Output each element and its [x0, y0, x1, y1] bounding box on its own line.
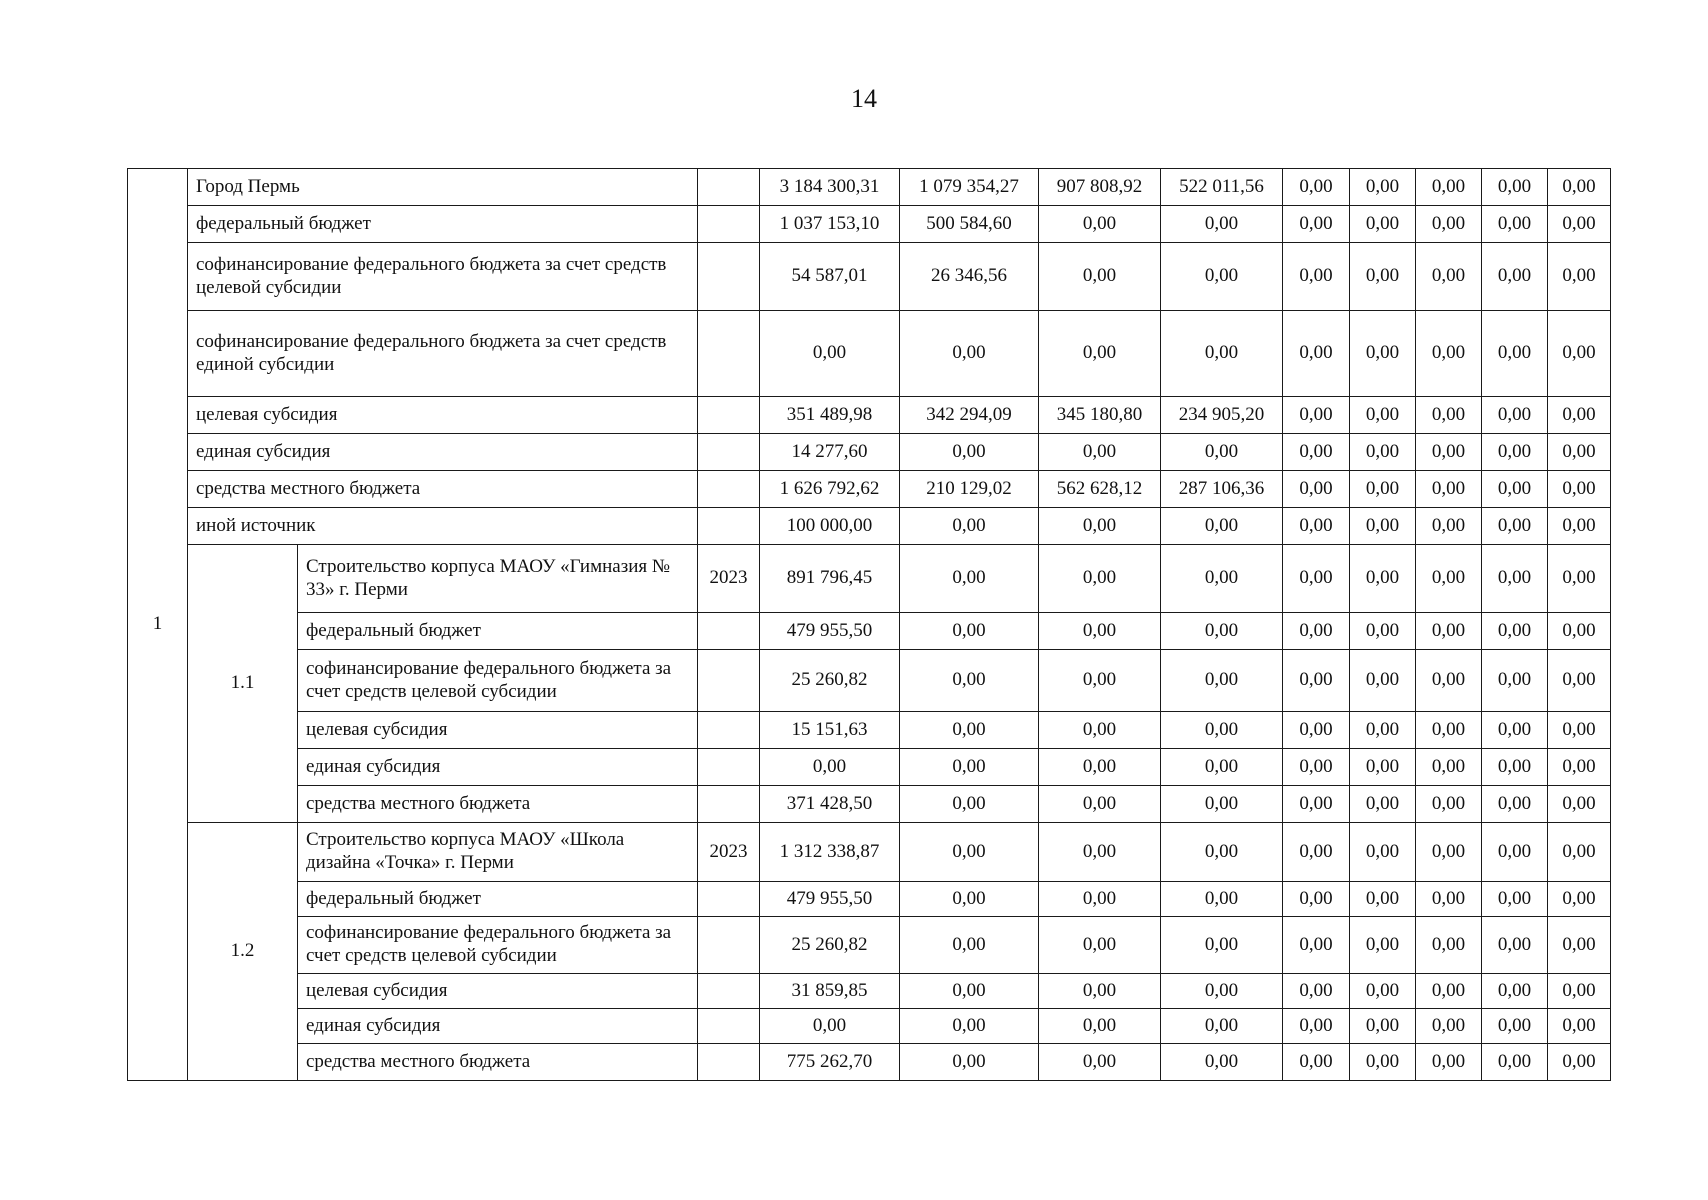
amount-cell: 0,00 — [1350, 206, 1416, 243]
amount-cell: 775 262,70 — [760, 1044, 900, 1081]
row-label: целевая субсидия — [298, 974, 698, 1009]
amount-cell: 14 277,60 — [760, 434, 900, 471]
amount-cell: 345 180,80 — [1039, 397, 1161, 434]
amount-cell: 0,00 — [1548, 169, 1611, 206]
amount-cell: 0,00 — [1283, 397, 1350, 434]
amount-cell: 0,00 — [1161, 917, 1283, 974]
amount-cell: 0,00 — [1548, 786, 1611, 823]
amount-cell: 0,00 — [1161, 1044, 1283, 1081]
amount-cell: 522 011,56 — [1161, 169, 1283, 206]
amount-cell: 500 584,60 — [900, 206, 1039, 243]
amount-cell: 0,00 — [900, 974, 1039, 1009]
amount-cell: 0,00 — [1482, 206, 1548, 243]
table-row — [128, 823, 1611, 882]
amount-cell: 0,00 — [1482, 545, 1548, 613]
row-label: софинансирование федерального бюджета за счет средств единой субсидии — [188, 311, 698, 397]
amount-cell: 0,00 — [1283, 917, 1350, 974]
amount-cell: 0,00 — [1416, 206, 1482, 243]
budget-table — [127, 168, 1611, 1081]
amount-cell: 0,00 — [1416, 169, 1482, 206]
year-cell — [698, 508, 760, 545]
row-label: софинансирование федерального бюджета за счет средств целевой субсидии — [188, 243, 698, 311]
amount-cell: 0,00 — [1039, 749, 1161, 786]
year-cell — [698, 311, 760, 397]
amount-cell: 0,00 — [900, 613, 1039, 650]
amount-cell: 0,00 — [1416, 434, 1482, 471]
table-row — [128, 613, 1611, 650]
section-index: 1 — [128, 169, 188, 1081]
table-row — [128, 434, 1611, 471]
amount-cell: 0,00 — [1283, 650, 1350, 712]
amount-cell: 0,00 — [1350, 169, 1416, 206]
table-row — [128, 397, 1611, 434]
amount-cell: 0,00 — [900, 917, 1039, 974]
row-label: средства местного бюджета — [188, 471, 698, 508]
year-cell — [698, 650, 760, 712]
table-row — [128, 712, 1611, 749]
amount-cell: 0,00 — [1548, 311, 1611, 397]
amount-cell: 0,00 — [900, 650, 1039, 712]
row-label: софинансирование федерального бюджета за счет средств целевой субсидии — [298, 650, 698, 712]
amount-cell: 0,00 — [1283, 434, 1350, 471]
amount-cell: 0,00 — [1416, 471, 1482, 508]
amount-cell: 0,00 — [1283, 545, 1350, 613]
amount-cell: 0,00 — [1350, 974, 1416, 1009]
amount-cell: 0,00 — [1039, 508, 1161, 545]
amount-cell: 0,00 — [1161, 243, 1283, 311]
table-row — [128, 1044, 1611, 1081]
amount-cell: 0,00 — [1548, 397, 1611, 434]
amount-cell: 0,00 — [900, 1009, 1039, 1044]
amount-cell: 0,00 — [1416, 1044, 1482, 1081]
amount-cell: 0,00 — [900, 434, 1039, 471]
amount-cell: 0,00 — [1350, 508, 1416, 545]
amount-cell: 0,00 — [1482, 823, 1548, 882]
amount-cell: 0,00 — [1548, 974, 1611, 1009]
amount-cell: 1 312 338,87 — [760, 823, 900, 882]
amount-cell: 0,00 — [1482, 243, 1548, 311]
amount-cell: 0,00 — [1482, 786, 1548, 823]
amount-cell: 0,00 — [760, 749, 900, 786]
amount-cell: 0,00 — [1161, 786, 1283, 823]
amount-cell: 0,00 — [1039, 243, 1161, 311]
amount-cell: 0,00 — [1482, 311, 1548, 397]
amount-cell: 0,00 — [1283, 974, 1350, 1009]
row-label: Город Пермь — [188, 169, 698, 206]
amount-cell: 0,00 — [1039, 545, 1161, 613]
amount-cell: 0,00 — [1039, 974, 1161, 1009]
row-label: целевая субсидия — [188, 397, 698, 434]
amount-cell: 1 079 354,27 — [900, 169, 1039, 206]
amount-cell: 0,00 — [1283, 1009, 1350, 1044]
amount-cell: 0,00 — [1350, 1044, 1416, 1081]
amount-cell: 0,00 — [1416, 974, 1482, 1009]
amount-cell: 0,00 — [1350, 434, 1416, 471]
amount-cell: 0,00 — [1416, 749, 1482, 786]
amount-cell: 0,00 — [1039, 786, 1161, 823]
table-row — [128, 749, 1611, 786]
amount-cell: 26 346,56 — [900, 243, 1039, 311]
amount-cell: 371 428,50 — [760, 786, 900, 823]
amount-cell: 0,00 — [1161, 613, 1283, 650]
amount-cell: 0,00 — [900, 1044, 1039, 1081]
amount-cell: 0,00 — [1161, 434, 1283, 471]
amount-cell: 0,00 — [1416, 243, 1482, 311]
amount-cell: 0,00 — [1039, 882, 1161, 917]
amount-cell: 0,00 — [1548, 650, 1611, 712]
year-cell — [698, 749, 760, 786]
amount-cell: 0,00 — [1416, 823, 1482, 882]
amount-cell: 0,00 — [1350, 471, 1416, 508]
amount-cell: 0,00 — [1161, 749, 1283, 786]
amount-cell: 0,00 — [1161, 1009, 1283, 1044]
amount-cell: 100 000,00 — [760, 508, 900, 545]
amount-cell: 0,00 — [1416, 311, 1482, 397]
amount-cell: 0,00 — [1283, 749, 1350, 786]
table-row — [128, 917, 1611, 974]
row-label: единая субсидия — [298, 1009, 698, 1044]
year-cell — [698, 243, 760, 311]
amount-cell: 0,00 — [1548, 545, 1611, 613]
amount-cell: 0,00 — [1161, 882, 1283, 917]
amount-cell: 0,00 — [1482, 882, 1548, 917]
budget-table-body — [128, 169, 1611, 1081]
table-row — [128, 206, 1611, 243]
amount-cell: 0,00 — [1161, 650, 1283, 712]
amount-cell: 0,00 — [1039, 613, 1161, 650]
row-label: целевая субсидия — [298, 712, 698, 749]
amount-cell: 0,00 — [1482, 1009, 1548, 1044]
amount-cell: 0,00 — [1283, 786, 1350, 823]
amount-cell: 0,00 — [1350, 397, 1416, 434]
amount-cell: 0,00 — [1482, 650, 1548, 712]
amount-cell: 210 129,02 — [900, 471, 1039, 508]
amount-cell: 0,00 — [1416, 397, 1482, 434]
amount-cell: 0,00 — [1039, 1009, 1161, 1044]
amount-cell: 3 184 300,31 — [760, 169, 900, 206]
amount-cell: 0,00 — [1416, 613, 1482, 650]
amount-cell: 0,00 — [1350, 613, 1416, 650]
year-cell — [698, 471, 760, 508]
table-row — [128, 650, 1611, 712]
amount-cell: 0,00 — [1039, 823, 1161, 882]
amount-cell: 0,00 — [1416, 545, 1482, 613]
amount-cell: 0,00 — [1548, 712, 1611, 749]
year-cell — [698, 786, 760, 823]
amount-cell: 0,00 — [1482, 613, 1548, 650]
amount-cell: 0,00 — [1283, 882, 1350, 917]
table-row — [128, 974, 1611, 1009]
amount-cell: 0,00 — [1548, 508, 1611, 545]
amount-cell: 0,00 — [1416, 650, 1482, 712]
amount-cell: 0,00 — [900, 786, 1039, 823]
amount-cell: 0,00 — [1548, 613, 1611, 650]
amount-cell: 0,00 — [1350, 712, 1416, 749]
amount-cell: 0,00 — [1039, 206, 1161, 243]
row-label: федеральный бюджет — [298, 613, 698, 650]
amount-cell: 0,00 — [1161, 712, 1283, 749]
amount-cell: 0,00 — [1416, 508, 1482, 545]
amount-cell: 0,00 — [1350, 786, 1416, 823]
row-label: федеральный бюджет — [298, 882, 698, 917]
amount-cell: 31 859,85 — [760, 974, 900, 1009]
amount-cell: 0,00 — [760, 311, 900, 397]
amount-cell: 287 106,36 — [1161, 471, 1283, 508]
amount-cell: 0,00 — [900, 823, 1039, 882]
table-row — [128, 471, 1611, 508]
amount-cell: 0,00 — [900, 508, 1039, 545]
amount-cell: 0,00 — [1039, 712, 1161, 749]
amount-cell: 0,00 — [1548, 749, 1611, 786]
year-cell: 2023 — [698, 823, 760, 882]
amount-cell: 0,00 — [1350, 882, 1416, 917]
amount-cell: 0,00 — [1161, 311, 1283, 397]
amount-cell: 0,00 — [1548, 882, 1611, 917]
amount-cell: 0,00 — [1482, 471, 1548, 508]
amount-cell: 234 905,20 — [1161, 397, 1283, 434]
amount-cell: 25 260,82 — [760, 650, 900, 712]
amount-cell: 0,00 — [1350, 650, 1416, 712]
amount-cell: 0,00 — [1283, 823, 1350, 882]
amount-cell: 0,00 — [1482, 712, 1548, 749]
amount-cell: 0,00 — [1350, 545, 1416, 613]
amount-cell: 0,00 — [1548, 1044, 1611, 1081]
amount-cell: 907 808,92 — [1039, 169, 1161, 206]
amount-cell: 0,00 — [1548, 471, 1611, 508]
amount-cell: 0,00 — [1482, 974, 1548, 1009]
amount-cell: 891 796,45 — [760, 545, 900, 613]
page-number: 14 — [851, 84, 877, 113]
amount-cell: 0,00 — [900, 545, 1039, 613]
amount-cell: 0,00 — [1548, 1009, 1611, 1044]
amount-cell: 0,00 — [1350, 823, 1416, 882]
amount-cell: 0,00 — [1548, 917, 1611, 974]
row-label: Строительство корпуса МАОУ «Школа дизайна «Точка» г. Перми — [298, 823, 698, 882]
amount-cell: 0,00 — [1548, 206, 1611, 243]
amount-cell: 0,00 — [1482, 1044, 1548, 1081]
amount-cell: 1 626 792,62 — [760, 471, 900, 508]
amount-cell: 0,00 — [1283, 471, 1350, 508]
year-cell — [698, 882, 760, 917]
table-row — [128, 169, 1611, 206]
amount-cell: 0,00 — [1482, 508, 1548, 545]
amount-cell: 25 260,82 — [760, 917, 900, 974]
amount-cell: 479 955,50 — [760, 613, 900, 650]
amount-cell: 0,00 — [1548, 243, 1611, 311]
year-cell: 2023 — [698, 545, 760, 613]
amount-cell: 0,00 — [900, 749, 1039, 786]
amount-cell: 0,00 — [1482, 749, 1548, 786]
amount-cell: 0,00 — [1283, 613, 1350, 650]
amount-cell: 0,00 — [1161, 545, 1283, 613]
subsection-index: 1.2 — [188, 823, 298, 1081]
amount-cell: 0,00 — [1482, 434, 1548, 471]
amount-cell: 0,00 — [1039, 434, 1161, 471]
amount-cell: 0,00 — [1482, 397, 1548, 434]
amount-cell: 0,00 — [1161, 974, 1283, 1009]
amount-cell: 0,00 — [1283, 712, 1350, 749]
amount-cell: 351 489,98 — [760, 397, 900, 434]
table-row — [128, 311, 1611, 397]
amount-cell: 54 587,01 — [760, 243, 900, 311]
year-cell — [698, 917, 760, 974]
amount-cell: 0,00 — [1416, 1009, 1482, 1044]
row-label: единая субсидия — [298, 749, 698, 786]
subsection-index: 1.1 — [188, 545, 298, 823]
year-cell — [698, 434, 760, 471]
table-row — [128, 882, 1611, 917]
amount-cell: 0,00 — [1350, 243, 1416, 311]
amount-cell: 15 151,63 — [760, 712, 900, 749]
amount-cell: 0,00 — [1283, 311, 1350, 397]
amount-cell: 0,00 — [1039, 1044, 1161, 1081]
amount-cell: 0,00 — [1283, 243, 1350, 311]
row-label: средства местного бюджета — [298, 1044, 698, 1081]
year-cell — [698, 206, 760, 243]
row-label: софинансирование федерального бюджета за счет средств целевой субсидии — [298, 917, 698, 974]
amount-cell: 0,00 — [1283, 206, 1350, 243]
amount-cell: 0,00 — [1482, 917, 1548, 974]
amount-cell: 0,00 — [1283, 1044, 1350, 1081]
amount-cell: 0,00 — [1350, 917, 1416, 974]
row-label: средства местного бюджета — [298, 786, 698, 823]
amount-cell: 0,00 — [1283, 169, 1350, 206]
amount-cell: 0,00 — [1350, 311, 1416, 397]
year-cell — [698, 1009, 760, 1044]
amount-cell: 562 628,12 — [1039, 471, 1161, 508]
amount-cell: 0,00 — [900, 311, 1039, 397]
row-label: федеральный бюджет — [188, 206, 698, 243]
row-label: единая субсидия — [188, 434, 698, 471]
row-label: Строительство корпуса МАОУ «Гимназия № 33» г. Перми — [298, 545, 698, 613]
amount-cell: 0,00 — [1161, 508, 1283, 545]
amount-cell: 0,00 — [1416, 712, 1482, 749]
amount-cell: 0,00 — [1039, 917, 1161, 974]
amount-cell: 0,00 — [1161, 206, 1283, 243]
table-row — [128, 508, 1611, 545]
year-cell — [698, 169, 760, 206]
table-row — [128, 243, 1611, 311]
amount-cell: 0,00 — [1548, 823, 1611, 882]
amount-cell: 342 294,09 — [900, 397, 1039, 434]
amount-cell: 0,00 — [1416, 786, 1482, 823]
amount-cell: 479 955,50 — [760, 882, 900, 917]
amount-cell: 0,00 — [1482, 169, 1548, 206]
row-label: иной источник — [188, 508, 698, 545]
amount-cell: 0,00 — [1039, 650, 1161, 712]
amount-cell: 0,00 — [1161, 823, 1283, 882]
year-cell — [698, 712, 760, 749]
table-row — [128, 1009, 1611, 1044]
amount-cell: 0,00 — [1350, 1009, 1416, 1044]
amount-cell: 0,00 — [1416, 917, 1482, 974]
amount-cell: 0,00 — [900, 712, 1039, 749]
amount-cell: 0,00 — [1039, 311, 1161, 397]
amount-cell: 0,00 — [900, 882, 1039, 917]
year-cell — [698, 397, 760, 434]
amount-cell: 0,00 — [1416, 882, 1482, 917]
table-row — [128, 545, 1611, 613]
year-cell — [698, 974, 760, 1009]
amount-cell: 0,00 — [1350, 749, 1416, 786]
amount-cell: 0,00 — [1283, 508, 1350, 545]
amount-cell: 0,00 — [1548, 434, 1611, 471]
amount-cell: 0,00 — [760, 1009, 900, 1044]
year-cell — [698, 1044, 760, 1081]
year-cell — [698, 613, 760, 650]
amount-cell: 1 037 153,10 — [760, 206, 900, 243]
table-row — [128, 786, 1611, 823]
